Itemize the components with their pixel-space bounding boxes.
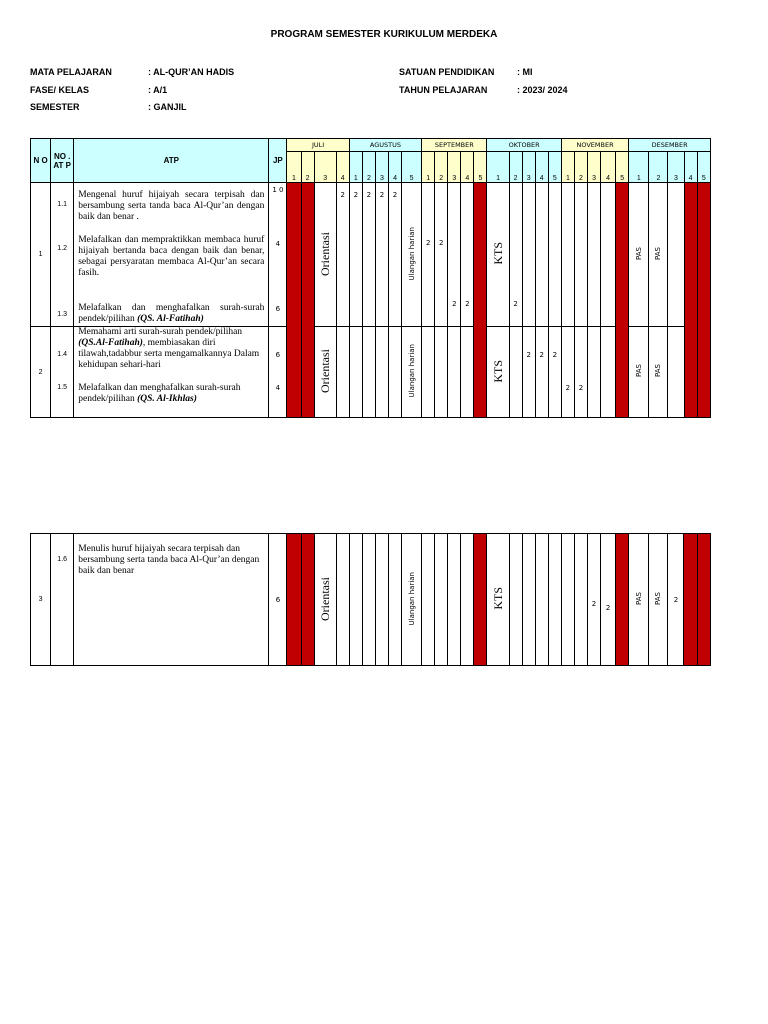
pas-cell: PAS <box>649 534 668 666</box>
value-cell: 2 <box>388 183 401 327</box>
sub-1-4: 1.4 <box>57 351 68 358</box>
value-tahun-pelajaran: : 2023/ 2024 <box>517 85 568 95</box>
value-cell: 2 <box>535 327 548 418</box>
value-cell: 2 <box>601 534 616 666</box>
holiday-cell <box>616 534 629 666</box>
value-semester: : GANJIL <box>148 102 187 112</box>
empty-cell <box>375 534 388 666</box>
sub-1-1: 1.1 <box>57 201 68 208</box>
empty-cell <box>422 534 435 666</box>
holiday-cell <box>684 183 697 418</box>
month-juli: JULI <box>287 139 349 152</box>
row1-no: 1 <box>31 183 51 327</box>
atp-1-4: Memahami arti surah-surah pendek/pilihan (QS.Al-Fatihah), membiasakan diri tilawah,tadabbur serta mengamalkannya Dalam kehidupan sehari-hari <box>78 327 260 370</box>
empty-cell <box>375 327 388 418</box>
row1-jp <box>269 183 287 327</box>
value-cell: 2 <box>349 183 362 327</box>
empty-cell <box>548 534 561 666</box>
empty-cell <box>448 534 461 666</box>
week-cell: 2 <box>649 152 668 183</box>
empty-cell <box>509 327 522 418</box>
pas-cell: PAS <box>629 183 649 327</box>
week-cell: 4 <box>535 152 548 183</box>
week-cell: 4 <box>684 152 697 183</box>
week-cell: 2 <box>301 152 314 183</box>
holiday-cell <box>287 534 301 666</box>
empty-cell <box>461 534 474 666</box>
empty-cell <box>522 534 535 666</box>
empty-cell <box>461 327 474 418</box>
week-cell: 5 <box>402 152 422 183</box>
row2-atp <box>74 327 269 418</box>
sub-1-5: 1.5 <box>57 384 68 391</box>
kts-cell: KTS <box>487 183 509 327</box>
ulangan-cell: Ulangan harian <box>402 327 422 418</box>
week-cell: 5 <box>474 152 487 183</box>
week-cell: 1 <box>487 152 509 183</box>
pas-cell: PAS <box>649 183 668 327</box>
empty-cell <box>668 327 684 418</box>
atp-1-6: Menulis huruf hijaiyah secara terpisah dan bersambung serta tanda baca Al-Qur’an dengan baik dan benar <box>78 544 260 576</box>
empty-cell <box>349 534 362 666</box>
row3-no: 3 <box>31 534 51 666</box>
value-mata-pelajaran: : AL-QUR’AN HADIS <box>148 67 235 77</box>
row1-atp <box>74 183 269 327</box>
sub-1-3: 1.3 <box>57 311 68 318</box>
week-cell: 4 <box>601 152 616 183</box>
header-atp: ATP <box>74 139 269 183</box>
program-table <box>30 138 711 418</box>
empty-cell <box>388 534 401 666</box>
atp-1-2: Melafalkan dan mempraktikkan membaca huruf hijaiyah bertanda baca dengan baik dan benar, sebagai persyaratan membaca Al-Qur’an secara fasih. <box>78 235 265 278</box>
week-cell: 5 <box>697 152 710 183</box>
week-cell: 2 <box>574 152 587 183</box>
empty-cell <box>601 183 616 327</box>
empty-cell <box>587 183 600 327</box>
sub-1-6: 1.6 <box>51 534 74 666</box>
week-cell: 4 <box>336 152 349 183</box>
empty-cell <box>435 327 448 418</box>
empty-cell <box>362 534 375 666</box>
label-mata-pelajaran: MATA PELAJARAN <box>30 67 112 77</box>
row2-jp <box>269 327 287 418</box>
row1-sub-numbers <box>51 183 74 327</box>
month-agustus: AGUSTUS <box>349 139 421 152</box>
week-cell: 1 <box>422 152 435 183</box>
empty-cell <box>574 183 587 327</box>
holiday-cell <box>616 183 629 418</box>
empty-cell <box>548 183 561 327</box>
program-table-continued <box>30 533 711 666</box>
month-oktober: OKTOBER <box>487 139 561 152</box>
holiday-cell <box>301 534 314 666</box>
label-tahun-pelajaran: TAHUN PELAJARAN <box>399 85 488 95</box>
value-cell: 2 <box>522 327 535 418</box>
month-desember: DESEMBER <box>629 139 711 152</box>
atp-1-1: Mengenal huruf hijaiyah secara terpisah dan bersambung serta tanda baca Al-Qur’an dengan baik dan benar . <box>78 190 265 222</box>
page-title: PROGRAM SEMESTER KURIKULUM MERDEKA <box>270 29 498 40</box>
value-cell: 2 <box>509 183 522 327</box>
label-semester: SEMESTER <box>30 102 80 112</box>
empty-cell <box>435 534 448 666</box>
week-cell: 3 <box>668 152 684 183</box>
week-cell: 3 <box>522 152 535 183</box>
empty-cell <box>349 327 362 418</box>
header-jp: JP <box>269 139 287 183</box>
value-cell: 2 <box>461 183 474 327</box>
jp-1-1: 1 0 <box>272 186 284 194</box>
value-cell: 2 <box>336 183 349 327</box>
week-cell: 3 <box>314 152 336 183</box>
pas-cell: PAS <box>649 327 668 418</box>
label-fase-kelas: FASE/ KELAS <box>30 85 90 95</box>
jp-1-4: 6 <box>275 351 281 359</box>
week-cell: 2 <box>435 152 448 183</box>
holiday-cell <box>287 183 301 418</box>
row3-atp <box>74 534 269 666</box>
empty-cell <box>522 183 535 327</box>
jp-1-2: 4 <box>275 240 281 248</box>
holiday-cell <box>697 183 710 418</box>
empty-cell <box>668 183 684 327</box>
week-cell: 4 <box>388 152 401 183</box>
week-cell: 2 <box>509 152 522 183</box>
row2-no: 2 <box>31 327 51 418</box>
orientasi-cell: Orientasi <box>314 534 336 666</box>
empty-cell <box>587 327 600 418</box>
empty-cell <box>388 327 401 418</box>
ulangan-cell: Ulangan harian <box>402 183 422 327</box>
sub-1-2: 1.2 <box>57 245 68 252</box>
jp-1-5: 4 <box>275 384 281 392</box>
kts-cell: KTS <box>487 327 509 418</box>
value-cell: 2 <box>548 327 561 418</box>
jp-1-3: 6 <box>275 305 281 313</box>
row2-sub-numbers <box>51 327 74 418</box>
value-cell: 2 <box>422 183 435 327</box>
week-cell: 1 <box>349 152 362 183</box>
holiday-cell <box>474 183 487 418</box>
week-cell: 3 <box>375 152 388 183</box>
value-fase-kelas: : A/1 <box>148 85 168 95</box>
empty-cell <box>448 327 461 418</box>
holiday-cell <box>697 534 710 666</box>
value-cell: 2 <box>362 183 375 327</box>
month-september: SEPTEMBER <box>422 139 487 152</box>
value-cell: 2 <box>668 534 684 666</box>
ulangan-cell: Ulangan harian <box>402 534 422 666</box>
holiday-cell <box>474 534 487 666</box>
empty-cell <box>574 534 587 666</box>
week-cell: 5 <box>616 152 629 183</box>
value-cell: 2 <box>574 327 587 418</box>
empty-cell <box>601 327 616 418</box>
holiday-cell <box>301 183 314 418</box>
value-cell: 2 <box>561 327 574 418</box>
empty-cell <box>561 183 574 327</box>
value-cell: 2 <box>375 183 388 327</box>
month-november: NOVEMBER <box>561 139 628 152</box>
header-no-atp: NO . AT P <box>51 139 74 183</box>
empty-cell <box>509 534 522 666</box>
empty-cell <box>336 327 349 418</box>
week-cell: 2 <box>362 152 375 183</box>
label-satuan-pendidikan: SATUAN PENDIDIKAN <box>399 67 495 77</box>
week-cell: 3 <box>448 152 461 183</box>
pas-cell: PAS <box>629 327 649 418</box>
pas-cell: PAS <box>629 534 649 666</box>
week-cell: 1 <box>287 152 301 183</box>
value-cell: 2 <box>435 183 448 327</box>
value-satuan-pendidikan: : MI <box>517 67 533 77</box>
atp-1-3: Melafalkan dan menghafalkan surah-surah pendek/pilihan (QS. Al-Fatihah) <box>78 303 265 324</box>
row3-jp: 6 <box>269 534 287 666</box>
orientasi-cell: Orientasi <box>314 183 336 327</box>
week-cell: 5 <box>548 152 561 183</box>
holiday-cell <box>684 534 697 666</box>
value-cell: 2 <box>448 183 461 327</box>
week-cell: 1 <box>629 152 649 183</box>
empty-cell <box>362 327 375 418</box>
empty-cell <box>336 534 349 666</box>
week-cell: 4 <box>461 152 474 183</box>
empty-cell <box>535 534 548 666</box>
week-cell: 3 <box>587 152 600 183</box>
value-cell: 2 <box>587 534 600 666</box>
week-cell: 1 <box>561 152 574 183</box>
orientasi-cell: Orientasi <box>314 327 336 418</box>
header-no: N O <box>31 139 51 183</box>
atp-1-5: Melafalkan dan menghafalkan surah-surah pendek/pilihan (QS. Al-Ikhlas) <box>78 383 241 404</box>
empty-cell <box>561 534 574 666</box>
kts-cell: KTS <box>487 534 509 666</box>
empty-cell <box>422 327 435 418</box>
empty-cell <box>535 183 548 327</box>
